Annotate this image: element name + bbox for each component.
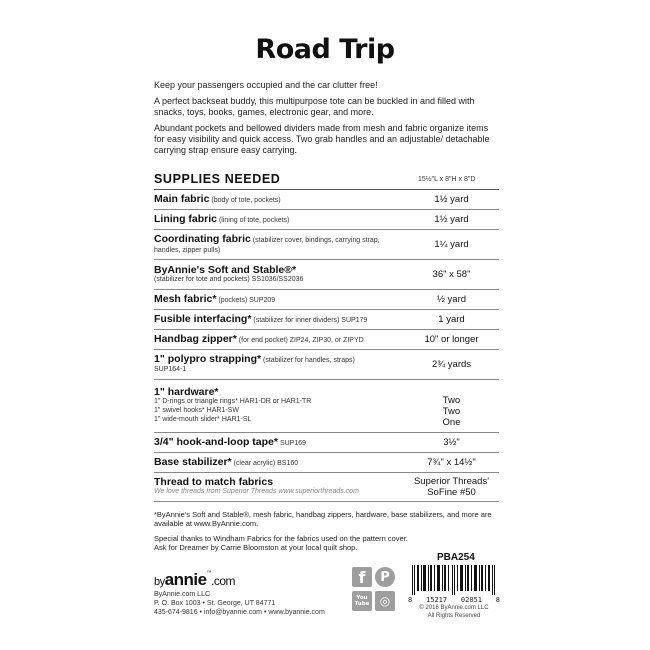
- pinterest-icon[interactable]: P: [375, 567, 395, 587]
- supply-name: Mesh fabric*: [154, 292, 217, 305]
- supply-quantity: 3½": [443, 437, 460, 448]
- intro-paragraph: Keep your passengers occupied and the car clutter free!: [154, 80, 378, 90]
- supply-detail: (for end pocket) ZIP24, ZIP30, or ZIPYD: [236, 336, 364, 344]
- supply-name: Thread to match fabrics: [154, 476, 274, 488]
- supply-name: ByAnnie's Soft and Stable®*: [154, 263, 297, 276]
- supply-detail: (stabilizer for inner dividers) SUP179: [251, 316, 368, 324]
- barcode-image: [410, 565, 498, 595]
- supply-quantity: 1½ yard: [434, 194, 469, 205]
- supply-row: [154, 230, 499, 260]
- supply-name: Lining fabric: [154, 212, 217, 225]
- supply-detail: (body of tote, pockets): [209, 196, 281, 204]
- facebook-icon[interactable]: f: [352, 567, 372, 587]
- supply-detail: (stabilizer cover, bindings, carrying strap, handles, zipper pulls): [154, 236, 380, 254]
- logo-com: .com: [211, 574, 236, 588]
- supply-quantity: 2¾ yards: [431, 359, 472, 370]
- company-info: [154, 590, 325, 617]
- supply-row: [154, 260, 499, 290]
- supply-quantity: 10" or longer: [424, 334, 479, 345]
- supply-quantity: 36" x 58": [432, 269, 471, 280]
- supply-quantity: [404, 385, 499, 428]
- quantity-line: Two: [442, 405, 461, 417]
- supply-row: [154, 433, 499, 453]
- footnote: *ByAnnie's Soft and Stable®, mesh fabric, handbag zippers, hardware, base stabilizers, and more are available at www.ByAnnie.com.: [154, 510, 492, 528]
- supply-name: 3/4" hook-and-loop tape*: [154, 435, 278, 448]
- finished-dimensions: 15½"L x 8"H x 8"D: [418, 176, 476, 183]
- supply-quantity: [404, 476, 499, 498]
- thanks-line: Special thanks to Windham Fabrics for the fabrics used on the pattern cover.: [154, 534, 408, 543]
- supply-detail: (stabilizer for handles, straps): [261, 357, 355, 364]
- supply-name: 1" hardware*: [154, 386, 219, 398]
- supply-detail: (stabilizer for tote and pockets) SS1036/SS2036: [154, 275, 304, 283]
- logo-trademark: ™: [206, 570, 212, 576]
- supply-name: Handbag zipper*: [154, 332, 237, 345]
- supply-row: [154, 330, 499, 350]
- youtube-icon[interactable]: You Tube: [352, 591, 372, 611]
- instagram-icon[interactable]: ◎: [375, 591, 395, 611]
- quantity-line: SoFine #50: [427, 487, 476, 498]
- supply-quantity: 1 yard: [438, 314, 465, 325]
- logo-by: by: [154, 576, 165, 588]
- supply-row: [154, 473, 499, 502]
- social-icons: [352, 565, 397, 620]
- supply-quantity: ½ yard: [436, 294, 467, 305]
- company-contact: 435-674-9816 • info@byannie.com • www.byannie.com: [154, 609, 325, 616]
- supply-row: [154, 210, 499, 230]
- byannie-logo[interactable]: [154, 570, 235, 590]
- supply-name: Coordinating fabric: [154, 232, 251, 245]
- logo-annie: annie: [164, 570, 207, 589]
- supply-name: Base stabilizer*: [154, 455, 232, 468]
- quantity-line: Superior Threads': [413, 476, 490, 487]
- barcode-digit-group: 15217: [426, 596, 448, 604]
- company-name: ByAnnie.com LLC: [154, 591, 211, 598]
- product-code: PBA254: [437, 552, 475, 563]
- barcode-digits: [408, 596, 500, 604]
- supply-quantity: 1½ yard: [434, 214, 469, 225]
- quantity-line: Two: [442, 394, 461, 406]
- copyright: [408, 605, 500, 620]
- supply-detail: (clear acrylic) BS160: [231, 459, 299, 467]
- thanks-line: Ask for Dreamer by Carrie Bloomston at your local quilt shop.: [154, 543, 358, 552]
- supply-row: [154, 290, 499, 310]
- supply-name: Main fabric: [154, 192, 210, 205]
- copyright-line: All Rights Reserved: [427, 612, 481, 619]
- supply-note: We love threads from Superior Threads www.superiorthreads.com: [154, 488, 359, 495]
- supply-name: Fusible interfacing*: [154, 312, 252, 325]
- supplies-table: [154, 189, 499, 502]
- supply-quantity: 7¾" x 14½": [427, 457, 476, 468]
- supply-row: [154, 453, 499, 473]
- supply-detail: (pockets) SUP209: [216, 296, 276, 304]
- intro-text: [154, 80, 499, 161]
- barcode-digit-group: 02051: [460, 596, 482, 604]
- supply-row: [154, 350, 499, 380]
- page-title: Road Trip: [255, 34, 395, 65]
- supply-detail: 1" D-rings or triangle rings* HAR1-DR or HAR1-TR: [154, 398, 312, 405]
- supply-sku: SUP164-1: [154, 366, 187, 373]
- supply-row: [154, 380, 499, 433]
- supply-row: [154, 310, 499, 330]
- copyright-line: © 2016 ByAnnie.com LLC: [419, 605, 489, 611]
- supply-detail: SUP169: [278, 439, 307, 447]
- company-address: P. O. Box 1003 • St. George, UT 84771: [154, 600, 276, 607]
- supply-row: [154, 190, 499, 210]
- thanks-note: [154, 534, 499, 552]
- barcode-digit-group: 8: [495, 596, 500, 604]
- supply-detail: 1" wide-mouth slider* HAR1-SL: [154, 416, 252, 423]
- supply-quantity: 1¼ yard: [434, 239, 469, 250]
- supply-name: 1" polypro strapping*: [154, 353, 262, 365]
- quantity-line: One: [442, 416, 461, 428]
- intro-paragraph: A perfect backseat buddy, this multipurpose tote can be buckled in and filled with snacks, toys, books, games, electronic gear, and more.: [154, 96, 475, 117]
- intro-paragraph: Abundant pockets and bellowed dividers made from mesh and fabric organize items for easy visibility and quick access. Two grab handles and an adjustable/ detachable carrying strap ensure easy carrying.: [154, 123, 490, 155]
- barcode-digit-group: 8: [408, 596, 413, 604]
- supply-detail: 1" swivel hooks* HAR1-SW: [154, 407, 239, 414]
- supply-detail: (lining of tote, pockets): [217, 216, 290, 224]
- supplies-heading: SUPPLIES NEEDED: [154, 172, 281, 186]
